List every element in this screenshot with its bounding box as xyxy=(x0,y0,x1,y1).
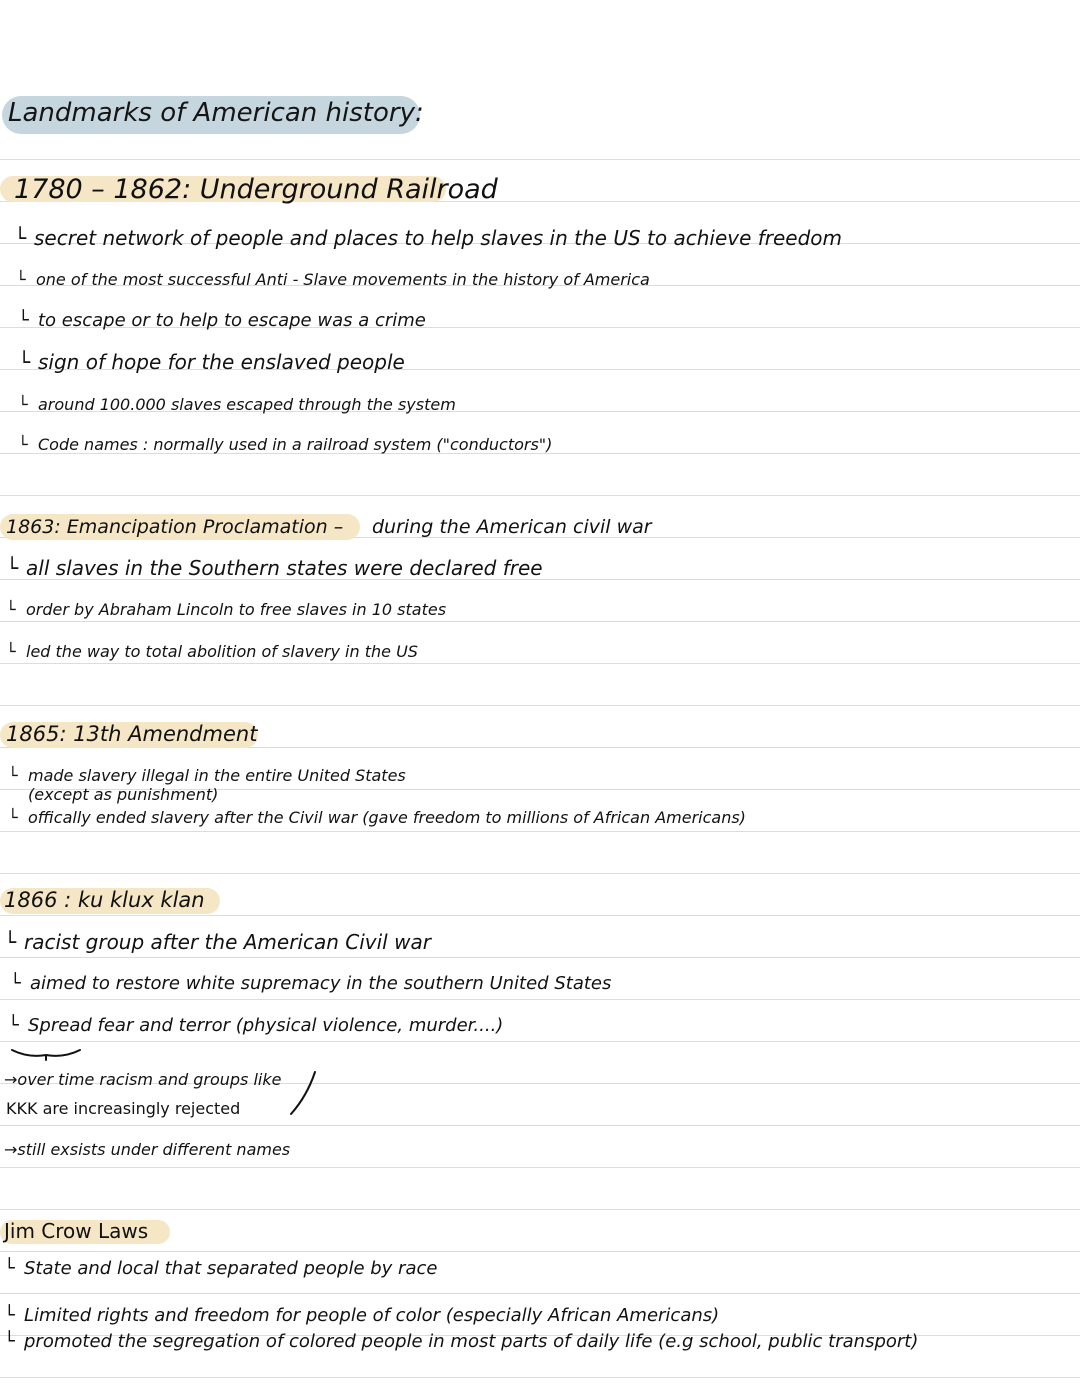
bullet-corner-icon: └ xyxy=(6,642,16,661)
bullet-corner-icon: └ xyxy=(4,1258,15,1279)
bullet-corner-icon: └ xyxy=(6,556,19,580)
bullet-corner-icon: └ xyxy=(6,600,16,619)
jimcrow-item-1: └ State and local that separated people by race xyxy=(4,1258,438,1279)
bullet-corner-icon: └ xyxy=(18,435,28,454)
kkk-note-3: →still exsists under different names xyxy=(4,1140,291,1159)
railroad-item-2: └ one of the most successful Anti - Slave movements in the history of America xyxy=(16,268,650,292)
railroad-item-5: └ around 100.000 slaves escaped through the system xyxy=(18,393,456,417)
bracket-stroke-icon xyxy=(285,1068,325,1120)
jimcrow-heading: Jim Crow Laws xyxy=(4,1219,149,1243)
kkk-item-3: └ Spread fear and terror (physical violence, murder....) xyxy=(8,1015,504,1036)
railroad-item-4: └ sign of hope for the enslaved people xyxy=(18,350,405,374)
bullet-corner-icon: └ xyxy=(18,310,29,331)
bullet-corner-icon: └ xyxy=(4,1305,15,1326)
jimcrow-item-3: └ promoted the segregation of colored people in most parts of daily life (e.g school, public transport) xyxy=(4,1331,919,1352)
amendment-heading: 1865: 13th Amendment xyxy=(6,722,258,746)
emancipation-heading: 1863: Emancipation Proclamation – xyxy=(6,516,344,538)
kkk-heading: 1866 : ku klux klan xyxy=(4,888,205,912)
railroad-item-1: └ secret network of people and places to help slaves in the US to achieve freedom xyxy=(14,226,843,250)
bullet-corner-icon: └ xyxy=(18,395,28,414)
bullet-corner-icon: └ xyxy=(8,1015,19,1036)
bullet-corner-icon: └ xyxy=(16,270,26,289)
arrow-right-icon: → xyxy=(4,1140,18,1159)
emancipation-item-1: └ all slaves in the Southern states were declared free xyxy=(6,556,543,580)
bullet-corner-icon: └ xyxy=(4,930,17,954)
emancipation-item-3: └ led the way to total abolition of slavery in the US xyxy=(6,640,418,664)
bullet-corner-icon: └ xyxy=(8,766,18,785)
bullet-corner-icon: └ xyxy=(8,808,18,827)
curly-brace-icon xyxy=(10,1046,82,1062)
amendment-item-1-note: (except as punishment) xyxy=(28,785,219,804)
bullet-corner-icon: └ xyxy=(4,1331,15,1352)
railroad-heading: 1780 – 1862: Underground Railroad xyxy=(14,174,498,205)
kkk-item-1: └ racist group after the American Civil war xyxy=(4,930,431,954)
bullet-corner-icon: └ xyxy=(10,973,21,994)
page-title: Landmarks of American history: xyxy=(8,98,424,128)
jimcrow-item-2: └ Limited rights and freedom for people of color (especially African Americans) xyxy=(4,1305,720,1326)
amendment-item-1: └ made slavery illegal in the entire United States xyxy=(8,764,406,788)
kkk-note-2: KKK are increasingly rejected xyxy=(6,1099,241,1118)
bullet-corner-icon: └ xyxy=(18,350,31,374)
amendment-item-2: └ offically ended slavery after the Civil war (gave freedom to millions of African Americans) xyxy=(8,806,746,830)
emancipation-heading-suffix: during the American civil war xyxy=(372,516,652,538)
arrow-right-icon: → xyxy=(4,1070,18,1089)
kkk-note-1: →over time racism and groups like xyxy=(4,1070,282,1089)
bullet-corner-icon: └ xyxy=(14,226,27,250)
emancipation-item-2: └ order by Abraham Lincoln to free slaves in 10 states xyxy=(6,598,446,622)
railroad-item-3: └ to escape or to help to escape was a crime xyxy=(18,310,426,331)
kkk-item-2: └ aimed to restore white supremacy in the southern United States xyxy=(10,973,612,994)
railroad-item-6: └ Code names : normally used in a railroad system ("conductors") xyxy=(18,433,552,457)
